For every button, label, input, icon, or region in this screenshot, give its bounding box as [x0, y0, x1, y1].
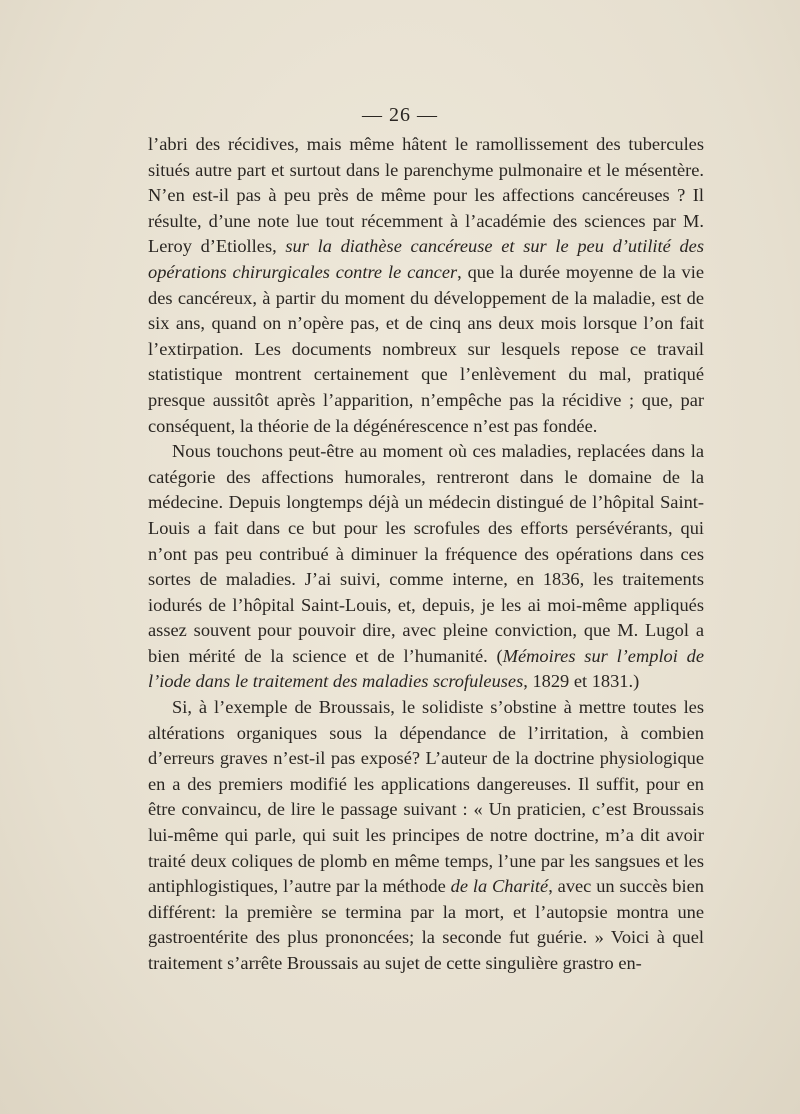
text-run: , 1829 et 1831.)	[523, 671, 640, 692]
paragraph-2	[148, 439, 704, 695]
text-run: Si, à l’exemple de Broussais, le solidiste s’obstine à mettre toutes les altérations organiques sous la dépendance de l’irritation, à combien d’erreurs graves n’est-il pas exposé? L’auteur de la doctrine physiologique en a des premiers modifié les applications dangereuses. Il suffit, pour en être convaincu, de lire le passage suivant : « Un praticien, c’est Broussais lui-même qui parle, qui suit les principes de notre doctrine, m’a dit avoir traité deux coliques de plomb en même temps, l’une par les sangsues et les antiphlogistiques, l’autre par la méthode	[148, 697, 704, 897]
text-run: Nous touchons peut-être au moment où ces maladies, replacées dans la catégorie des affections humorales, rentreront dans le domaine de la médecine. Depuis longtemps déjà un médecin distingué de l’hôpital Saint-Louis a fait dans ce but pour les scrofules des efforts persévérants, qui n’ont pas peu contribué à diminuer la fréquence des opérations dans ces sortes de maladies. J’ai suivi, comme interne, en 1836, les traitements iodurés de l’hôpital Saint-Louis, et, depuis, je les ai moi-même appliqués assez souvent pour pouvoir dire, avec pleine conviction, que M. Lugol a bien mérité de la science et de l’humanité. (	[148, 441, 704, 666]
paragraph-3	[148, 695, 704, 977]
italic-text-run: Mémoires sur l’emploi de l’iode dans le traitement des maladies scrofuleuses	[148, 645, 704, 692]
paragraph-1	[148, 132, 704, 439]
text-run: l’abri des récidives, mais même hâtent le ramollissement des tubercules situés autre part et surtout dans le parenchyme pulmonaire et le mésentère. N’en est-il pas à peu près de même pour les affections cancéreuses ? Il résulte, d’une note lue tout récemment à l’académie des sciences par M. Leroy d’Etiolles,	[148, 134, 704, 257]
body-text	[148, 132, 704, 977]
page-number: — 26 —	[362, 104, 438, 126]
text-run: , avec un succès bien différent: la première se termina par la mort, et l’autopsie montra une gastroentérite des plus prononcées; la seconde fut guérie. » Voici à quel traitement s’arrête Broussais au sujet de cette singulière grastro en-	[148, 876, 704, 973]
italic-text-run: de la Charité	[450, 876, 549, 897]
text-run: , que la durée moyenne de la vie des cancéreux, à partir du moment du développement de la maladie, est de six ans, quand on n’opère pas, et de cinq ans deux mois lorsque l’on fait l’extirpation. Les documents nombreux sur lesquels repose ce travail statistique montrent certainement que l’enlèvement du mal, pratiqué presque aussitôt après l’apparition, n’empêche pas la récidive ; que, par conséquent, la théorie de la dégénérescence n’est pas fondée.	[148, 261, 704, 436]
italic-text-run: sur la diathèse cancéreuse et sur le peu d’utilité des opérations chirurgicales contre le cancer	[148, 236, 705, 282]
